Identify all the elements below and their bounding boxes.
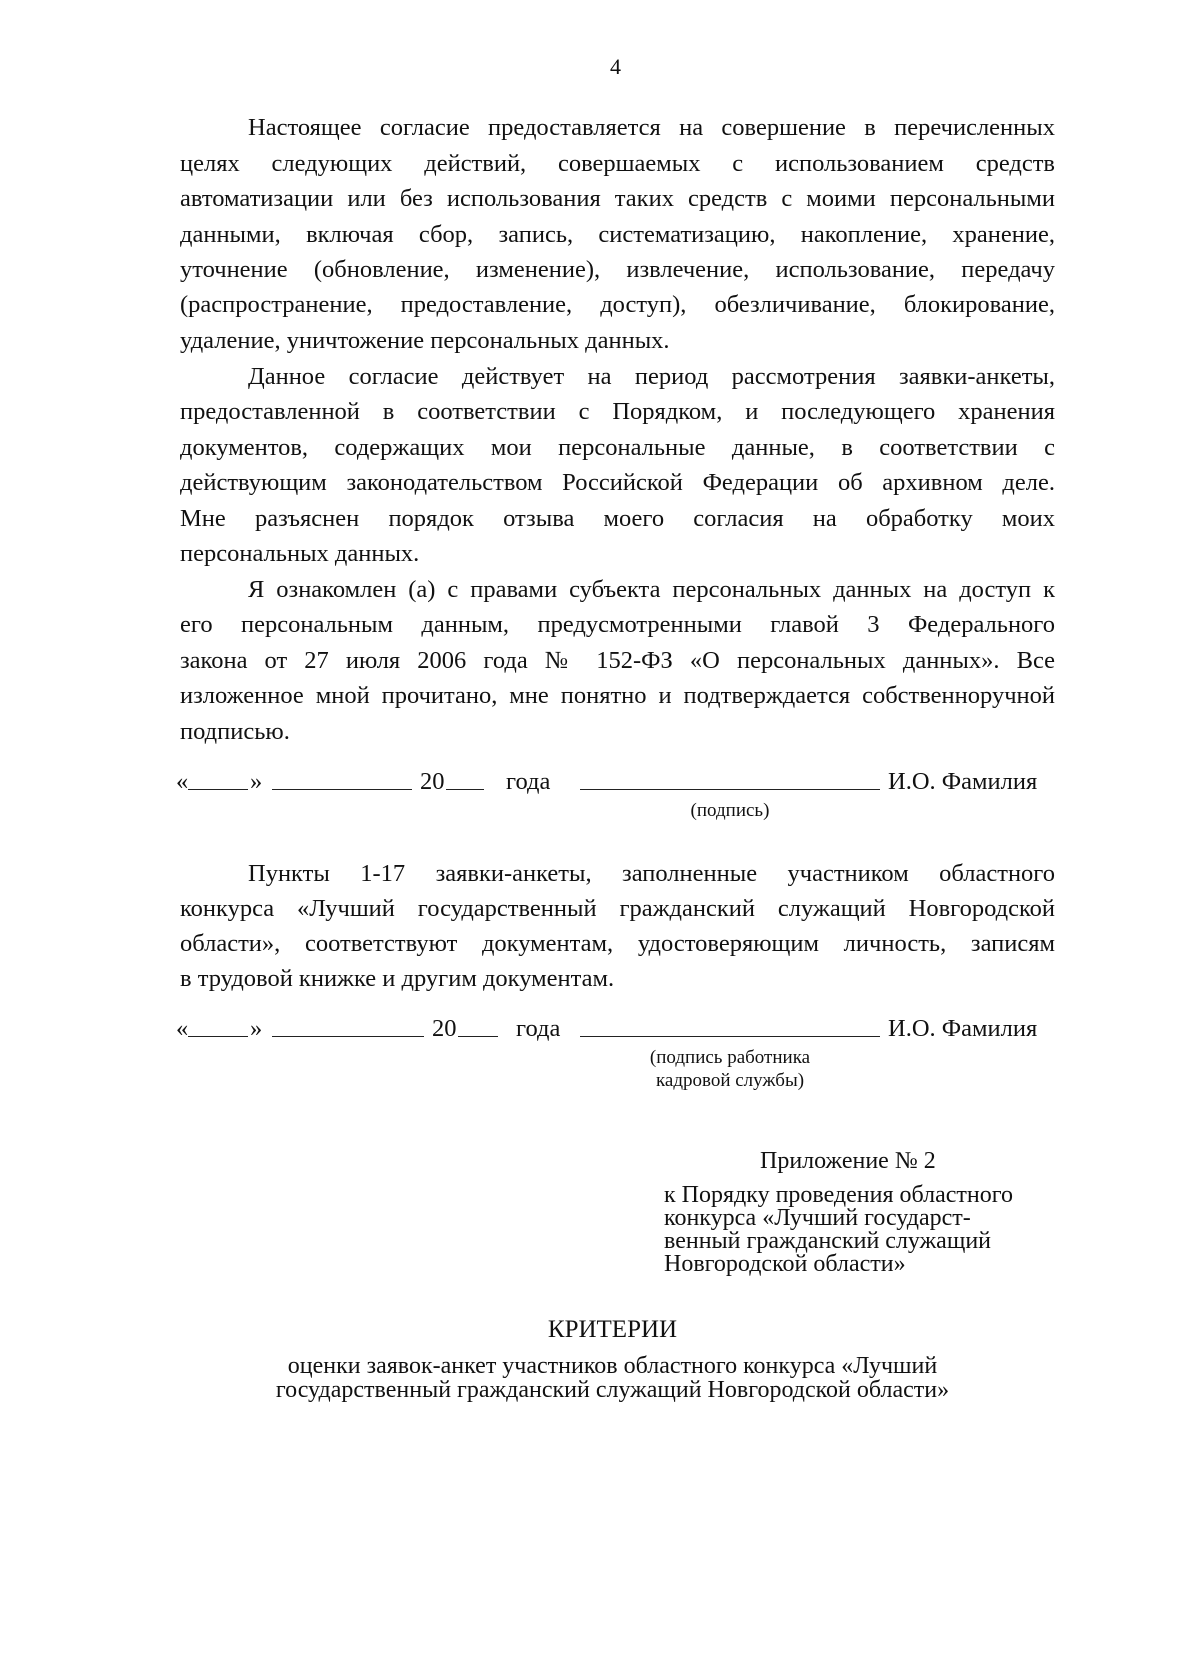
signature-line-1	[176, 767, 1056, 797]
day-blank[interactable]	[188, 767, 248, 790]
text-line: области», соответствуют документам, удостоверяющим личность, записям	[180, 930, 1055, 957]
caption-line: кадровой службы)	[655, 1070, 805, 1091]
text-line: (распространение, предоставление, доступ), обезличивание, блокирование,	[180, 291, 1055, 318]
text-line: изложенное мной прочитано, мне понятно и подтверждается собственноручной	[180, 682, 1055, 709]
text-line: подписью.	[180, 718, 290, 745]
open-quote: «	[176, 768, 189, 795]
hr-signature-caption	[610, 1046, 850, 1092]
text-line: конкурса «Лучший государственный гражданский служащий Новгородской	[180, 895, 1055, 922]
full-name: И.О. Фамилия	[888, 1015, 1038, 1042]
text-line: Я ознакомлен (а) с правами субъекта персональных данных на доступ к	[248, 576, 1055, 603]
text-line: целях следующих действий, совершаемых с использованием средств	[180, 150, 1055, 177]
text-line: действующим законодательством Российской Федерации об архивном деле.	[180, 469, 1055, 496]
page-number: 4	[610, 54, 621, 79]
close-quote: »	[250, 768, 263, 795]
text-line: Пункты 1-17 заявки-анкеты, заполненные участником областного	[248, 860, 1055, 887]
text-line: Настоящее согласие предоставляется на совершение в перечисленных	[248, 114, 1055, 141]
text-line: закона от 27 июля 2006 года № 152-ФЗ «О персональных данных». Все	[180, 647, 1055, 674]
signature-caption: (подпись)	[690, 800, 770, 821]
text-line: данными, включая сбор, запись, систематизацию, накопление, хранение,	[180, 221, 1055, 248]
month-blank[interactable]	[272, 1014, 424, 1037]
criteria-heading: КРИТЕРИИ	[547, 1316, 678, 1343]
year-blank[interactable]	[446, 767, 484, 790]
year-prefix: 20	[432, 1015, 457, 1042]
month-blank[interactable]	[272, 767, 412, 790]
text-line: удаление, уничтожение персональных данных.	[180, 327, 670, 354]
text-line: его персональным данным, предусмотренными главой 3 Федерального	[180, 611, 1055, 638]
signature-line-2	[176, 1014, 1056, 1044]
text-line: автоматизации или без использования таких средств с моими персональными	[180, 185, 1055, 212]
year-word: года	[506, 768, 551, 795]
year-prefix: 20	[420, 768, 445, 795]
text-line: предоставленной в соответствии с Порядком, и последующего хранения	[180, 398, 1055, 425]
year-word: года	[516, 1015, 561, 1042]
text-line: уточнение (обновление, изменение), извлечение, использование, передачу	[180, 256, 1055, 283]
signature-blank[interactable]	[580, 1014, 880, 1037]
day-blank[interactable]	[188, 1014, 248, 1037]
year-blank[interactable]	[458, 1014, 498, 1037]
appendix-title: Приложение № 2	[760, 1148, 936, 1174]
text-line: Данное согласие действует на период рассмотрения заявки-анкеты,	[248, 363, 1055, 390]
appendix-line: к Порядку проведения областного	[664, 1182, 1013, 1208]
text-line: в трудовой книжке и другим документам.	[180, 965, 615, 992]
subtitle-line: государственный гражданский служащий Новгородской области»	[275, 1377, 950, 1403]
subtitle-line: оценки заявок-анкет участников областного конкурса «Лучший	[287, 1353, 938, 1379]
caption-line: (подпись работника	[649, 1047, 811, 1068]
appendix-reference	[664, 1184, 1044, 1276]
appendix-line: конкурса «Лучший государст-	[664, 1205, 971, 1231]
signature-blank[interactable]	[580, 767, 880, 790]
text-line: персональных данных.	[180, 540, 420, 567]
full-name: И.О. Фамилия	[888, 768, 1038, 795]
close-quote: »	[250, 1015, 263, 1042]
criteria-subtitle	[0, 1354, 1200, 1402]
text-line: Мне разъяснен порядок отзыва моего согласия на обработку моих	[180, 505, 1055, 532]
text-line: документов, содержащих мои персональные данные, в соответствии с	[180, 434, 1055, 461]
appendix-line: венный гражданский служащий	[664, 1228, 991, 1254]
open-quote: «	[176, 1015, 189, 1042]
appendix-line: Новгородской области»	[664, 1251, 906, 1277]
